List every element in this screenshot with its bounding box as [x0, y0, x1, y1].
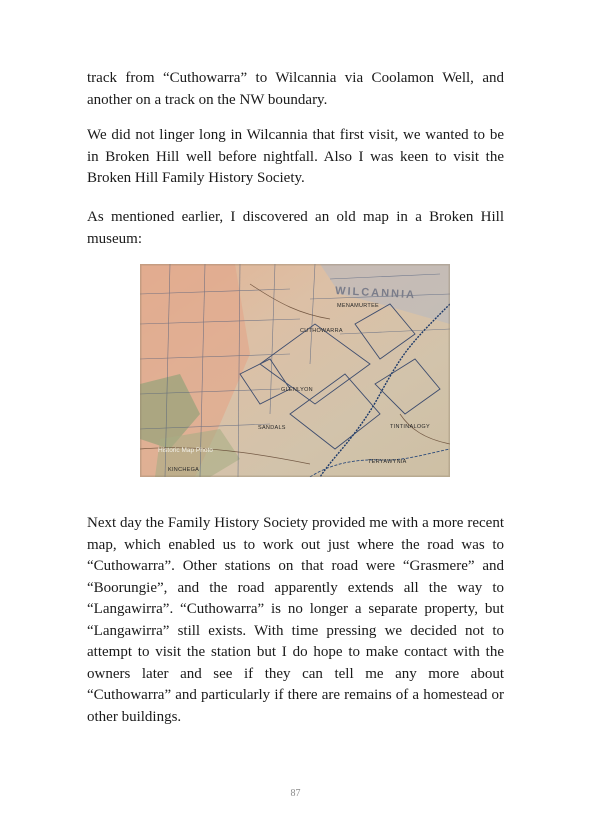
map-label-menamurtee: MENAMURTEE [337, 303, 380, 309]
historic-map-photo [140, 264, 450, 477]
page-number: 87 [290, 788, 301, 799]
map-label-teryawynia: TERYAWYNIA [368, 459, 407, 465]
map-photo-caption: Historic Map Photo [158, 447, 213, 454]
map-label-wilcannia: WILCANNIA [334, 285, 417, 302]
map-drawing [140, 264, 450, 477]
paragraph-4: Next day the Family History Society provided me with a more recent map, which enabled us to work out just where the road was to “Cuthowarra”. Other stations on that road were “Grasmere” and “Boorungie”, and the road apparently extends all the way to “Langawirra”. “Cuthowarra” is no longer a separate property, but “Langawirra” still exists. With time pressing we decided not to attempt to visit the station but I do hope to make contact with the owners later and see if they can tell me any more about “Cuthowarra” and particularly if there are remains of a homestead or other buildings. [87, 515, 504, 725]
paragraph-1: track from “Cuthowarra” to Wilcannia via Coolamon Well, and another on a track on the NW boundary. [87, 70, 504, 108]
map-label-kinchega: KINCHEGA [168, 467, 200, 473]
map-label-glenlyon: GLENLYON [281, 387, 313, 393]
map-label-cuthowarra: CUTHOWARRA [300, 328, 343, 334]
map-label-sandals: SANDALS [258, 425, 286, 431]
map-label-tintinalogy: TINTINALOGY [390, 424, 430, 430]
paragraph-2: We did not linger long in Wilcannia that first visit, we wanted to be in Broken Hill well before nightfall. Also I was keen to visit the Broken Hill Family History Society. [87, 127, 504, 186]
paragraph-3: As mentioned earlier, I discovered an old map in a Broken Hill museum: [87, 209, 504, 247]
